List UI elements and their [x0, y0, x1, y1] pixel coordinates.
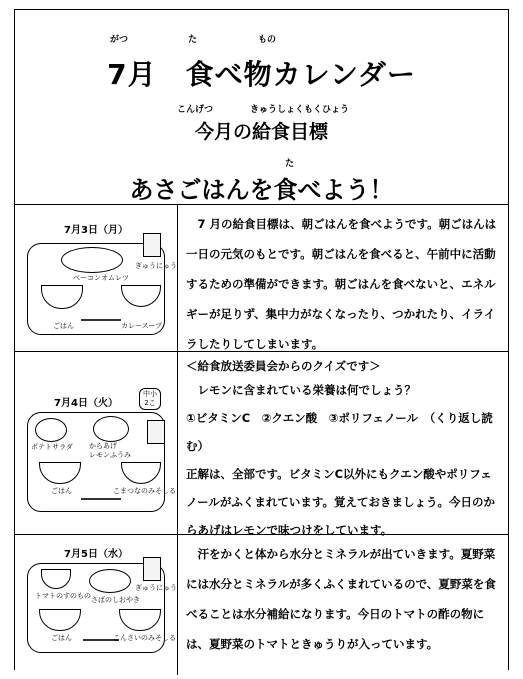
menu-drink: ぎゅうにゅう	[135, 262, 177, 270]
menu-main: ベーコンオムレツ	[73, 274, 129, 282]
omelet-plate-icon	[61, 247, 123, 273]
menu-soup: こまつなのみそしる	[113, 487, 176, 495]
menu-rice: ごはん	[51, 487, 72, 495]
chopsticks-icon	[81, 319, 121, 321]
menu-side: トマトのすのもの	[35, 592, 91, 600]
menu-description	[178, 535, 508, 675]
menu-date: 7月5日（水）	[64, 549, 128, 560]
day-row-july-3	[15, 205, 508, 352]
salad-plate-icon	[35, 418, 67, 442]
page-title: 7月 食べ物カレンダー	[107, 58, 416, 91]
milk-carton-icon	[147, 420, 165, 444]
portion-badge: 中小 2こ	[139, 388, 161, 410]
description-text: 7 月の給食目標は、朝ごはんを食べようです。朝ごはんは一日の元気のもとです。朝ごはんを食べると、午前中に活動するための準備ができます。朝ごはんを食べないと、エネルギーが足りず、集中力がなくなったり、つかれたり、イライラしたりしてしまいます。	[186, 217, 497, 351]
title-ruby-2: た	[188, 35, 198, 45]
goal-ruby-2: きゅうしょくもくひょう	[250, 105, 350, 115]
menu-date: 7月4日（火）	[54, 398, 118, 409]
goal-ruby-1: こんげつ	[177, 105, 214, 115]
slogan-ruby: た	[285, 159, 295, 169]
menu-main: さばのしおやき	[91, 596, 140, 604]
chopsticks-icon	[81, 498, 121, 500]
quiz-answer: 正解は、全部です。ビタミンC以外にもクエン酸やポリフェノールがふくまれています。覚えておきましょう。今日のからあげはレモンで味つけをしています。	[186, 467, 496, 537]
menu-rice: ごはん	[51, 634, 72, 642]
menu-illustration	[15, 535, 178, 675]
menu-illustration	[15, 352, 178, 534]
menu-description	[178, 352, 508, 537]
quiz-options: ①ビタミンC ②クエン酸 ③ポリフェノール （くり返し読む）	[186, 411, 493, 453]
menu-rice: ごはん	[53, 322, 74, 330]
quiz-question: レモンに含まれている栄養は何でしょう？	[186, 383, 416, 397]
menu-main: からあげ レモンふうみ	[89, 442, 131, 459]
calendar-header	[15, 10, 508, 205]
day-row-july-4	[15, 352, 508, 535]
goal-label: 今月の給食目標	[194, 121, 328, 143]
milk-carton-icon	[143, 233, 161, 257]
menu-side: ポテトサラダ	[31, 443, 73, 451]
goal-slogan: あさごはんを食べよう！	[129, 176, 394, 204]
milk-carton-icon	[143, 557, 161, 581]
menu-illustration	[15, 205, 178, 351]
menu-drink: ぎゅうにゅう	[135, 584, 177, 592]
day-row-july-5	[15, 535, 508, 675]
menu-description	[178, 205, 508, 351]
karaage-plate-icon	[93, 416, 129, 442]
description-text: 汗をかくと体から水分とミネラルが出ていきます。夏野菜には水分とミネラルが多くふくまれているので、夏野菜を食べることは水分補給になります。今日のトマトの酢の物には、夏野菜のトマトときゅうりが入っています。	[186, 547, 496, 651]
title-ruby-1: がつ	[110, 35, 129, 45]
menu-date: 7月3日（月）	[64, 225, 128, 236]
quiz-header: ＜給食放送委員会からのクイズです＞	[186, 359, 381, 373]
calendar-sheet	[14, 9, 509, 670]
fish-plate-icon	[89, 569, 131, 593]
title-ruby-3: もの	[258, 35, 277, 45]
menu-soup: こんさいのみそしる	[113, 634, 176, 642]
menu-soup: カレースープ	[121, 322, 162, 330]
